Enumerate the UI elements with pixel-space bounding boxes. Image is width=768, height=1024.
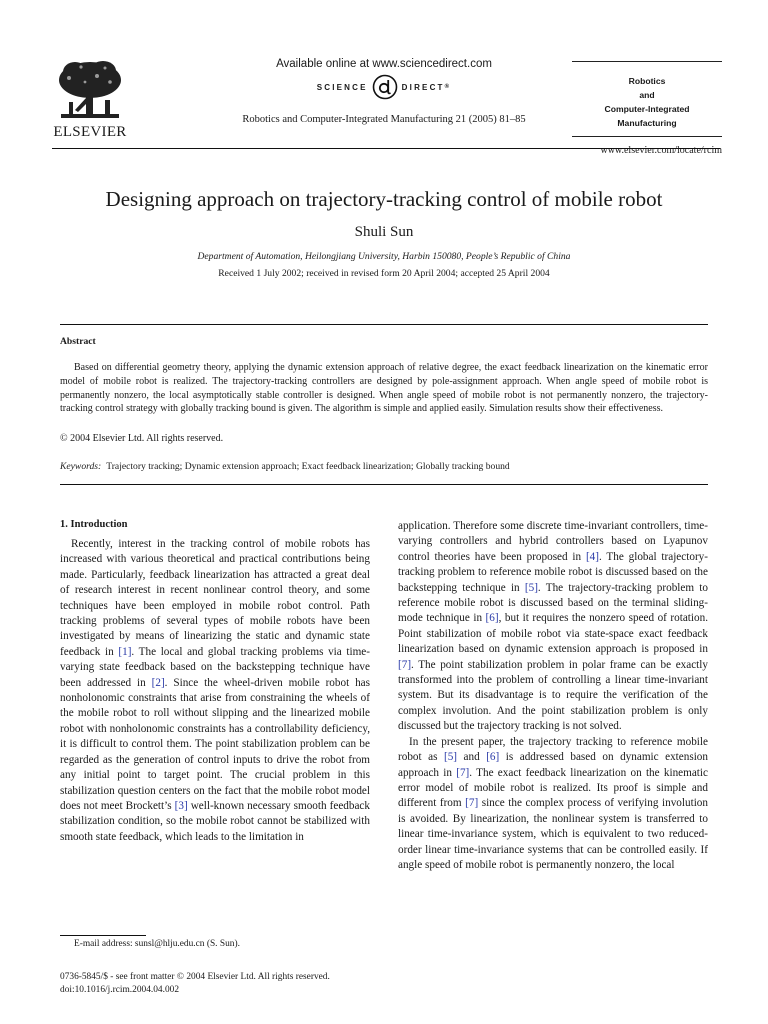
intro-paragraph-2: In the present paper, the trajectory tracking to reference mobile robot as [5] and [6] is addressed based on dynamic extension approach in [7]. The exact feedback linearization on the kinematic error model of mobile robot is realized. Its proof is simple and different from [7] since the complex process of verifying involution is avoided. By linearization, the nonlinear system is transferred to linear time-invariance system, which is equivalent to two reduced-order linear time-invariance systems that can be controlled easily. If angle speed of mobile robot is permanently nonzero, the local bbox=[398, 735, 708, 871]
footnote-rule bbox=[60, 935, 146, 936]
available-online-text: Available online at www.sciencedirect.com bbox=[276, 58, 492, 70]
citation-link[interactable]: [7] bbox=[398, 658, 412, 671]
journal-url-link[interactable]: www.elsevier.com/locate/rcim bbox=[600, 145, 722, 156]
abstract-top-rule bbox=[60, 324, 708, 325]
article-title: Designing approach on trajectory-tracking control of mobile robot bbox=[105, 187, 663, 211]
journal-box-title: Robotics and Computer-Integrated Manufacturing bbox=[604, 76, 690, 128]
elsevier-logo bbox=[52, 58, 128, 141]
direct-word: DIRECT bbox=[401, 82, 445, 92]
header-divider bbox=[52, 148, 720, 149]
citation-link[interactable]: [7] bbox=[456, 766, 470, 779]
author-email-footnote: E-mail address: sunsl@hlju.edu.cn (S. Sun). bbox=[74, 939, 240, 949]
front-matter bbox=[60, 971, 330, 997]
abstract-copyright: © 2004 Elsevier Ltd. All rights reserved. bbox=[60, 433, 224, 444]
article-author: Shuli Sun bbox=[354, 224, 414, 240]
citation-link[interactable]: [2] bbox=[151, 676, 165, 689]
intro-paragraph-1: Recently, interest in the tracking control of mobile robots has increased with various theoretical and practical contributions being made. Particularly, feedback linearization has attracted a great deal of research interest in recent nonlinear control theory, and some techniques have been employed in mobile robot control. Path tracking problems of several types of mobile robots have been investigated by means of linearizing the static and dynamic state feedback in [1]. The local and global tracking problems via time-varying state feedback based on the backstepping technique have been addressed in [2]. Since the wheel-driven mobile robot has nonholonomic constraints that arise from constraining the wheels of the mobile robot to roll without slipping and the linearized mobile robot with nonholonomic constraints has a controllability deficiency, it is difficult to control them. The point stabilization problem can be regarded as the generation of control inputs to drive the robot from any initial point to target point. The crucial problem in this stabilization question centers on the fact that the mobile robot model does not meet Brockett’s [3] well-known necessary smooth feedback stabilization condition, so the mobile robot cannot be stabilized with smooth state feedback, which leads to the limitation in bbox=[60, 538, 370, 843]
citation-link[interactable]: [7] bbox=[465, 797, 479, 810]
abstract-bottom-rule bbox=[60, 484, 708, 485]
sciencedirect-logo: SCIENCE DIRECT ® bbox=[214, 74, 554, 100]
elsevier-tree-icon bbox=[55, 58, 125, 122]
sciencedirect-at-icon bbox=[372, 74, 398, 100]
section-heading-introduction: 1. Introduction bbox=[60, 519, 128, 530]
keywords-label: Keywords: bbox=[60, 461, 102, 472]
abstract-text: Based on differential geometry theory, applying the dynamic extension approach of relative degree, the exact feedback linearization on the kinematic error model of mobile robot is realized. The trajectory-tracking controllers are designed by pole-assignment approach. When angle speed of mobile robot is permanently nonzero, the local asymptotically stable controller is designed. When angle speed of mobile robot is not permanently nonzero, the trajectory-tracking control strategy with globally tracking bound is given. The algorithm is simple and applied easily. Simulation results show their effectiveness. bbox=[60, 362, 708, 415]
right-column bbox=[398, 519, 708, 873]
science-word: SCIENCE bbox=[316, 82, 368, 92]
issn-line: 0736-5845/$ - see front matter © 2004 Elsevier Ltd. All rights reserved. bbox=[60, 972, 330, 982]
journal-title-box bbox=[572, 61, 722, 156]
publisher-name: ELSEVIER bbox=[53, 124, 127, 140]
author-affiliation: Department of Automation, Heilongjiang University, Harbin 150080, People’s Republic of China bbox=[197, 251, 571, 262]
sciencedirect-banner bbox=[214, 58, 554, 125]
left-column bbox=[60, 537, 370, 845]
journal-box-bottom-rule bbox=[572, 136, 722, 137]
citation-link[interactable]: [4] bbox=[585, 550, 599, 563]
citation-link[interactable]: [6] bbox=[485, 612, 499, 625]
citation-link[interactable]: [3] bbox=[174, 799, 188, 812]
citation-link[interactable]: [1] bbox=[118, 645, 132, 658]
citation-link[interactable]: [5] bbox=[524, 581, 538, 594]
intro-paragraph-1-continued: application. Therefore some discrete time-invariant controllers, time-varying controllers and hybrid controllers based on Lyapunov control theories have been proposed in [4]. The global trajectory-tracking problem to reference mobile robot is discussed based on the backstepping technique in [5]. The trajectory-tracking problem to reference mobile robot is discussed based on the terminal sliding-mode technique in [6], but it requires the nonzero speed of rotation. Point stabilization of mobile robot via state-space exact feedback linearization based on dynamic extension approach is proposed in [7]. The point stabilization problem in polar frame can be exactly transformed into the problem of controlling a linear time-invariant system. But its disadvantage is to require the verification of the complex involution. And the point stabilization problem is only discussed but the trajectory tracking is not solved. bbox=[398, 520, 708, 733]
citation-link[interactable]: [5] bbox=[443, 751, 458, 764]
journal-reference: Robotics and Computer-Integrated Manufacturing 21 (2005) 81–85 bbox=[242, 114, 526, 125]
doi-line[interactable]: doi:10.1016/j.rcim.2004.04.002 bbox=[60, 985, 180, 995]
abstract-heading: Abstract bbox=[60, 336, 96, 347]
keywords-line bbox=[60, 461, 510, 472]
citation-link[interactable]: [6] bbox=[486, 751, 500, 764]
keywords-text: Trajectory tracking; Dynamic extension approach; Exact feedback linearization; Globally tracking bound bbox=[106, 461, 510, 472]
received-dates: Received 1 July 2002; received in revised form 20 April 2004; accepted 25 April 2004 bbox=[218, 268, 550, 279]
